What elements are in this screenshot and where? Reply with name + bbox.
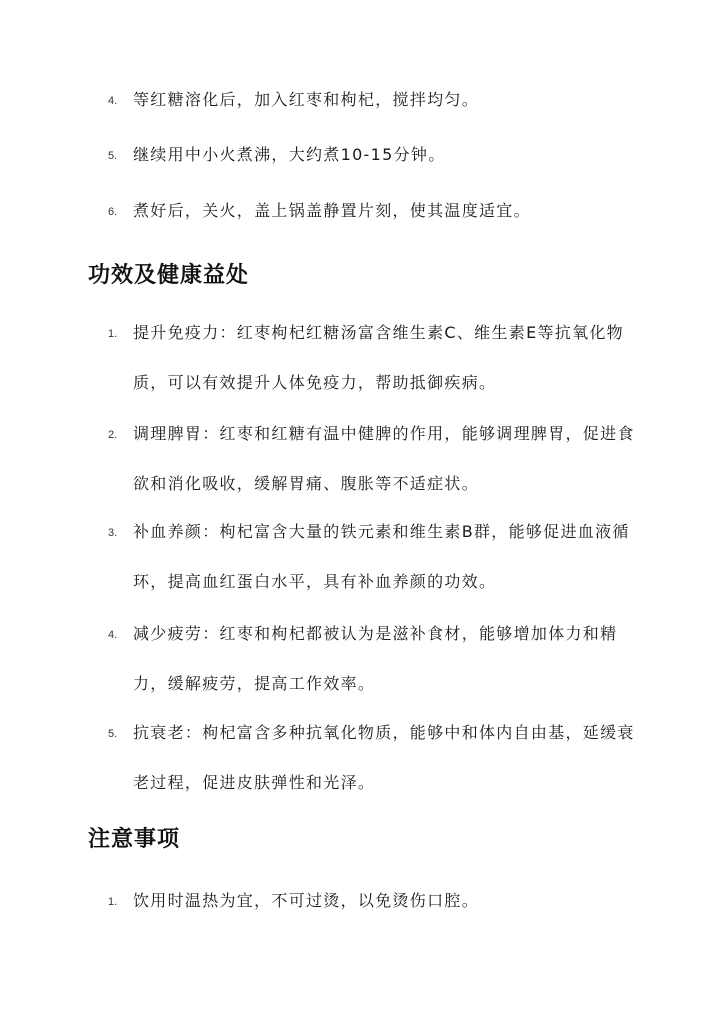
list-number: 6. <box>108 206 118 218</box>
list-number: 1. <box>108 896 118 908</box>
list-number: 5. <box>108 728 118 740</box>
list-text: 煮好后，关火，盖上锅盖静置片刻，使其温度适宜。 <box>133 201 531 220</box>
list-text: 抗衰老：枸杞富含多种抗氧化物质，能够中和体内自由基，延缓衰老过程，促进皮肤弹性和光泽。 <box>133 723 635 792</box>
list-text: 调理脾胃：红枣和红糖有温中健脾的作用，能够调理脾胃，促进食欲和消化吸收，缓解胃痛、腹胀等不适症状。 <box>133 424 635 493</box>
section-heading-notes: 注意事项 <box>88 826 181 852</box>
list-number: 4. <box>108 95 118 107</box>
list-number: 4. <box>108 629 118 641</box>
list-text: 饮用时温热为宜，不可过烫，以免烫伤口腔。 <box>133 891 480 910</box>
list-text: 继续用中小火煮沸，大约煮10-15分钟。 <box>133 145 446 164</box>
list-text: 等红糖溶化后，加入红枣和枸杞，搅拌均匀。 <box>133 90 480 109</box>
list-number: 5. <box>108 150 118 162</box>
list-number: 1. <box>108 328 118 340</box>
list-text: 减少疲劳：红枣和枸杞都被认为是滋补食材，能够增加体力和精力，缓解疲劳，提高工作效率。 <box>133 624 618 693</box>
list-number: 2. <box>108 429 118 441</box>
list-number: 3. <box>108 527 118 539</box>
list-text: 提升免疫力：红枣枸杞红糖汤富含维生素C、维生素E等抗氧化物质，可以有效提升人体免疫力，帮助抵御疾病。 <box>133 323 624 392</box>
list-text: 补血养颜：枸杞富含大量的铁元素和维生素B群，能够促进血液循环，提高血红蛋白水平，具有补血养颜的功效。 <box>133 522 630 591</box>
section-heading-benefits: 功效及健康益处 <box>88 262 250 288</box>
